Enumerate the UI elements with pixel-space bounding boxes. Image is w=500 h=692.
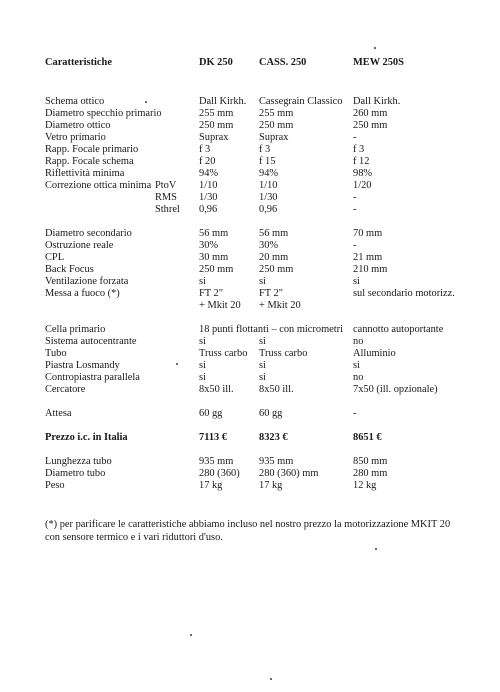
row-value: 20 mm — [259, 252, 289, 263]
header-label: Caratteristiche — [45, 57, 112, 68]
row-label: Lunghezza tubo — [45, 456, 112, 467]
row-value: si — [259, 276, 266, 287]
row-value: Truss carbo — [199, 348, 248, 359]
row-value: - — [353, 192, 357, 203]
row-value: + Mkit 20 — [199, 300, 241, 311]
row-value: 280 (360) — [199, 468, 240, 479]
scan-speck — [374, 47, 376, 49]
row-value: si — [259, 336, 266, 347]
row-value: 21 mm — [353, 252, 383, 263]
row-value: 7113 € — [199, 432, 228, 443]
row-value: 56 mm — [199, 228, 229, 239]
row-value: 8323 € — [259, 432, 288, 443]
row-value: 935 mm — [259, 456, 294, 467]
row-value: 0,96 — [259, 204, 278, 215]
row-label: Peso — [45, 480, 65, 491]
row-value: Suprax — [259, 132, 289, 143]
row-value: Alluminio — [353, 348, 396, 359]
row-label: Diametro specchio primario — [45, 108, 162, 119]
row-value: 1/30 — [259, 192, 278, 203]
row-value: f 3 — [353, 144, 365, 155]
row-value: si — [199, 360, 206, 371]
row-value: no — [353, 372, 364, 383]
row-label: Attesa — [45, 408, 72, 419]
row-label: Back Focus — [45, 264, 94, 275]
row-value: 98% — [353, 168, 373, 179]
scan-speck — [176, 363, 178, 365]
row-value: + Mkit 20 — [259, 300, 301, 311]
scan-speck — [145, 101, 147, 103]
row-label: Cercatore — [45, 384, 86, 395]
row-value: 250 mm — [199, 264, 234, 275]
scan-speck — [270, 678, 272, 680]
row-value: f 20 — [199, 156, 216, 167]
row-label: Tubo — [45, 348, 67, 359]
row-value: si — [353, 360, 360, 371]
row-value: f 12 — [353, 156, 370, 167]
header-col-cass250: CASS. 250 — [259, 57, 307, 68]
row-value: FT 2" — [259, 288, 283, 299]
row-value: 30% — [259, 240, 279, 251]
row-value: 60 gg — [199, 408, 223, 419]
row-label: CPL — [45, 252, 65, 263]
row-value: 70 mm — [353, 228, 383, 239]
row-value: 30% — [199, 240, 219, 251]
row-value: no — [353, 336, 364, 347]
row-value: 94% — [259, 168, 279, 179]
row-label: Messa a fuoco (*) — [45, 288, 120, 299]
row-label: Diametro tubo — [45, 468, 106, 479]
row-value: 30 mm — [199, 252, 229, 263]
scan-speck — [375, 548, 377, 550]
row-label: Rapp. Focale schema — [45, 156, 134, 167]
row-value: sul secondario motorizz. — [353, 288, 455, 299]
row-value: 260 mm — [353, 108, 388, 119]
row-value: 280 mm — [353, 468, 388, 479]
row-label: Prezzo i.c. in Italia — [45, 432, 128, 443]
row-label: Diametro secondario — [45, 228, 132, 239]
row-value: FT 2" — [199, 288, 223, 299]
row-value: 1/30 — [199, 192, 218, 203]
row-label: Riflettività minima — [45, 168, 125, 179]
row-label: Diametro ottico — [45, 120, 111, 131]
row-value: 210 mm — [353, 264, 388, 275]
row-value: 17 kg — [259, 480, 283, 491]
header-col-mew250s: MEW 250S — [353, 57, 404, 68]
row-label: Ventilazione forzata — [45, 276, 129, 287]
row-value: Dall Kirkh. — [199, 96, 247, 107]
row-value: - — [353, 408, 357, 419]
row-value: 850 mm — [353, 456, 388, 467]
row-value: 250 mm — [259, 264, 294, 275]
footnote: (*) per parificare le caratteristiche abbiamo incluso nel nostro prezzo la motorizzazione MKIT 20 con sensore termico e i vari riduttori d'uso. — [45, 519, 451, 543]
row-value: si — [199, 336, 206, 347]
row-value: 94% — [199, 168, 219, 179]
row-value: 250 mm — [353, 120, 388, 131]
row-label: Contropiastra parallela — [45, 372, 140, 383]
row-label: Vetro primario — [45, 132, 106, 143]
row-value: 250 mm — [259, 120, 294, 131]
row-value: 8x50 ill. — [259, 384, 294, 395]
row-value: Cassegrain Classico — [259, 96, 343, 107]
row-value: 255 mm — [259, 108, 294, 119]
row-value: 7x50 (ill. opzionale) — [353, 384, 438, 395]
row-value: f 15 — [259, 156, 276, 167]
row-value: 60 gg — [259, 408, 283, 419]
row-value: 8x50 ill. — [199, 384, 234, 395]
row-value: cannotto autoportante — [353, 324, 444, 335]
row-value: 0,96 — [199, 204, 218, 215]
row-label: Correzione ottica minima — [45, 180, 152, 191]
row-value: si — [259, 360, 266, 371]
row-value: 1/20 — [353, 180, 372, 191]
row-value: - — [353, 132, 357, 143]
row-label: Rapp. Focale primario — [45, 144, 139, 155]
row-value: 935 mm — [199, 456, 234, 467]
row-value: si — [199, 372, 206, 383]
header-col-dk250: DK 250 — [199, 57, 233, 68]
row-value: f 3 — [199, 144, 211, 155]
row-value: 250 mm — [199, 120, 234, 131]
row-value: f 3 — [259, 144, 271, 155]
row-value: 255 mm — [199, 108, 234, 119]
row-label: Ostruzione reale — [45, 240, 114, 251]
row-label: Schema ottico — [45, 96, 105, 107]
row-value: - — [353, 204, 357, 215]
row-value: - — [353, 240, 357, 251]
row-label: Sistema autocentrante — [45, 336, 137, 347]
row-value: 8651 € — [353, 432, 382, 443]
row-value: Truss carbo — [259, 348, 308, 359]
row-value: Suprax — [199, 132, 229, 143]
row-sublabel: Sthrel — [155, 204, 180, 215]
row-value: 18 punti flottanti – con micrometri — [199, 324, 343, 335]
row-sublabel: PtoV — [155, 180, 177, 191]
row-label: Piastra Losmandy — [45, 360, 120, 371]
row-value: 12 kg — [353, 480, 377, 491]
row-value: 17 kg — [199, 480, 223, 491]
row-value: 280 (360) mm — [259, 468, 319, 479]
row-value: 1/10 — [199, 180, 218, 191]
scan-speck — [190, 634, 192, 636]
row-value: si — [199, 276, 206, 287]
row-value: 1/10 — [259, 180, 278, 191]
row-sublabel: RMS — [155, 192, 177, 203]
row-value: si — [259, 372, 266, 383]
row-value: si — [353, 276, 360, 287]
row-value: Dall Kirkh. — [353, 96, 401, 107]
row-label: Cella primario — [45, 324, 106, 335]
row-value: 56 mm — [259, 228, 289, 239]
